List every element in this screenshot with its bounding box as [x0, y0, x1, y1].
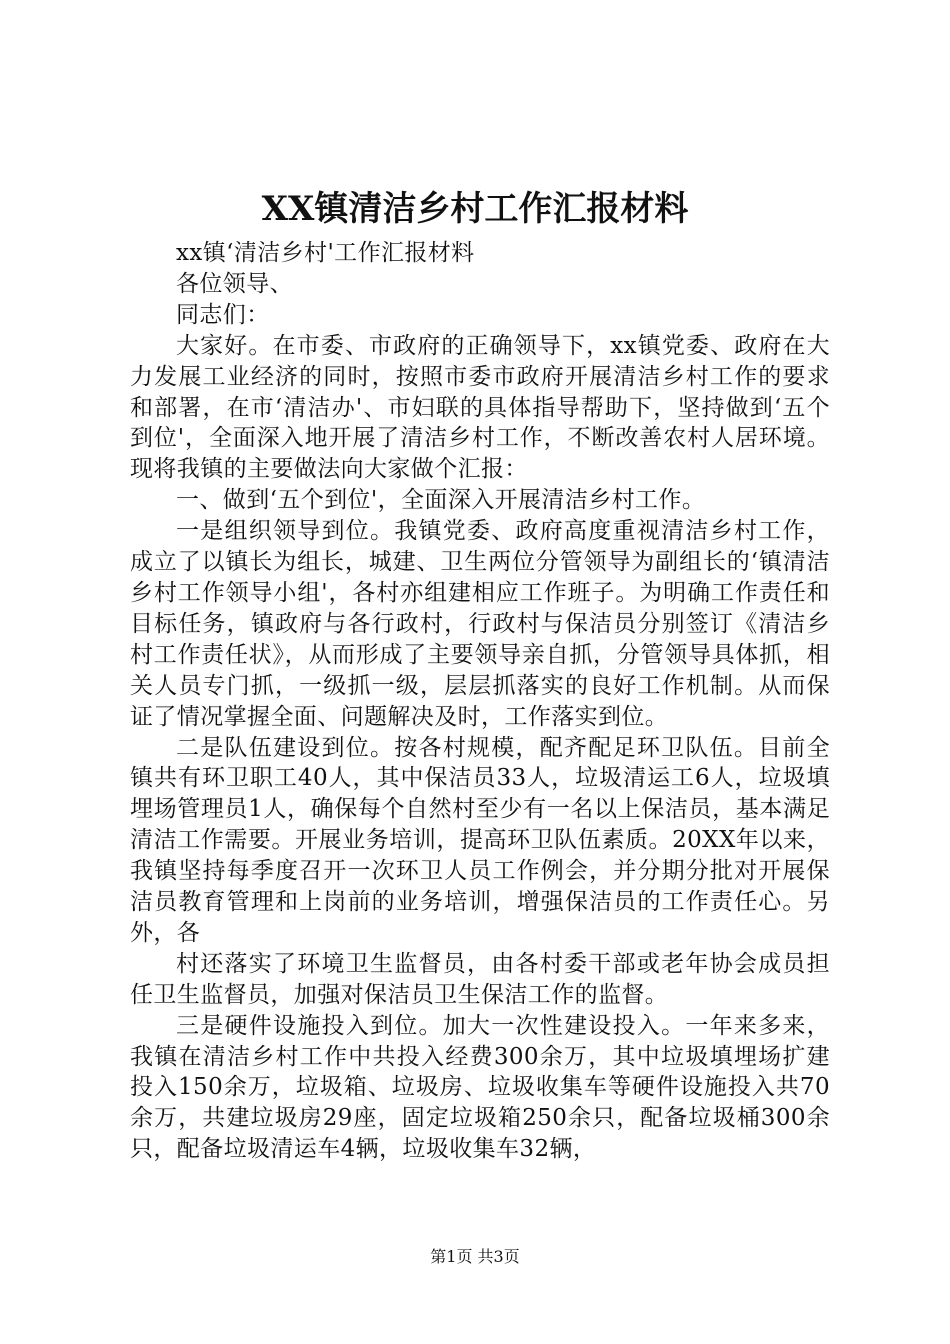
paragraph-supervisors: 村还落实了环境卫生监督员，由各村委干部或老年协会成员担任卫生监督员，加强对保洁员卫生保洁工作的监督。 [130, 950, 830, 1008]
paragraph-salutation-leaders: 各位领导、 [176, 270, 293, 297]
page-footer: 第1页 共3页 [430, 1247, 520, 1266]
paragraph-section-heading: 一、做到‘五个到位'，全面深入开展清洁乡村工作。 [176, 487, 706, 514]
paragraph-hardware: 三是硬件设施投入到位。加大一次性建设投入。一年来多来，我镇在清洁乡村工作中共投入经费300余万，其中垃圾填埋场扩建投入150余万，垃圾箱、垃圾房、垃圾收集车等硬件设施投入共70余万，共建垃圾房29座，固定垃圾箱250余只，配备垃圾桶300余只，配备垃圾清运车4辆，垃圾收集车32辆， [130, 1012, 830, 1163]
paragraph-subtitle: xx镇‘清洁乡村'工作汇报材料 [176, 240, 475, 266]
paragraph-organization: 一是组织领导到位。我镇党委、政府高度重视清洁乡村工作，成立了以镇长为组长，城建、卫生两位分管领导为副组长的‘镇清洁乡村工作领导小组'，各村亦组建相应工作班子。为明确工作责任和目标任务，镇政府与各行政村，行政村与保洁员分别签订《清洁乡村工作责任状》，从而形成了主要领导亲自抓，分管领导具体抓，相关人员专门抓，一级抓一级，层层抓落实的良好工作机制。从而保证了情况掌握全面、问题解决及时，工作落实到位。 [130, 518, 830, 730]
document-body [130, 238, 830, 1165]
paragraph-team-building: 二是队伍建设到位。按各村规模，配齐配足环卫队伍。目前全镇共有环卫职工40人，其中保洁员33人，垃圾清运工6人，垃圾填埋场管理员1人，确保每个自然村至少有一名以上保洁员，基本满足清洁工作需要。开展业务培训，提高环卫队伍素质。20XX年以来，我镇坚持每季度召开一次环卫人员工作例会，并分期分批对开展保洁员教育管理和上岗前的业务培训，增强保洁员的工作责任心。另外，各 [130, 734, 830, 946]
paragraph-intro: 大家好。在市委、市政府的正确领导下，xx镇党委、政府在大力发展工业经济的同时，按照市委市政府开展清洁乡村工作的要求和部署，在市‘清洁办'、市妇联的具体指导帮助下，坚持做到‘五个到位'，全面深入地开展了清洁乡村工作，不断改善农村人居环境。现将我镇的主要做法向大家做个汇报： [130, 332, 830, 483]
document-title: XX镇清洁乡村工作汇报材料 [261, 189, 689, 229]
paragraph-salutation-comrades: 同志们： [176, 301, 270, 328]
